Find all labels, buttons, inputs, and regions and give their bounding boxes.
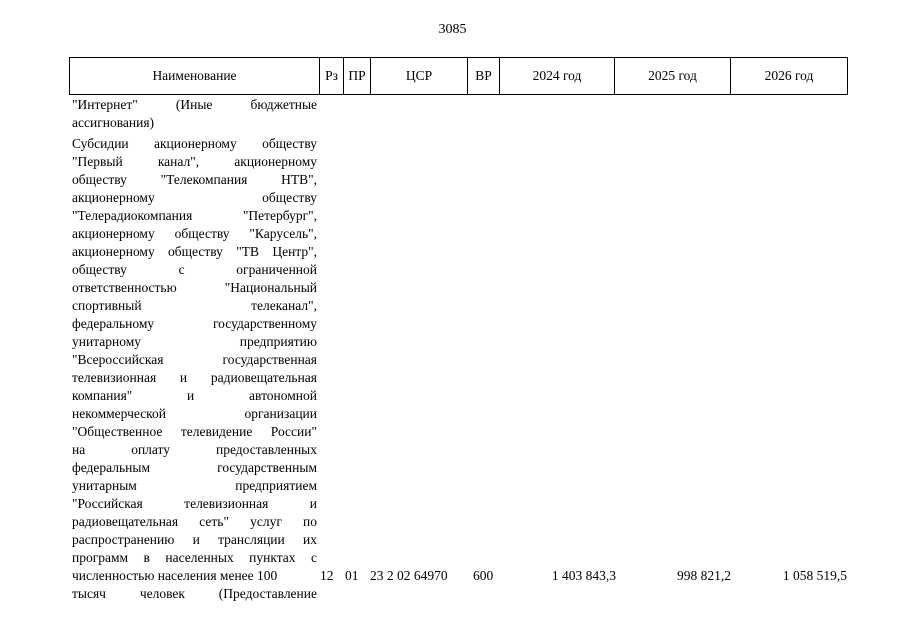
continuation-text: [72, 96, 317, 132]
row-name-line: обществу с ограниченной: [72, 262, 317, 277]
row-name-line: Субсидии акционерному обществу: [72, 136, 317, 151]
row-name-line: компания" и автономной: [72, 388, 317, 403]
row-pr: 01: [345, 568, 359, 583]
row-name-line: телевизионная и радиовещательная: [72, 370, 317, 385]
row-name: [72, 135, 317, 603]
page-number: 3085: [438, 22, 467, 37]
row-name-line: на оплату предоставленных: [72, 442, 317, 457]
continuation-line: ассигнования): [72, 115, 155, 130]
row-name-line: ответственностью "Национальный: [72, 280, 317, 295]
row-name-line: распространению и трансляции их: [72, 532, 317, 547]
row-2024: 1 403 843,3: [551, 568, 616, 583]
header-name: Наименование: [70, 58, 320, 95]
row-name-line: обществу "Телекомпания НТВ",: [72, 172, 317, 187]
row-name-line: некоммерческой организации: [72, 406, 317, 421]
header-2026: 2026 год: [731, 58, 848, 95]
row-name-line: унитарным предприятием: [72, 478, 317, 493]
row-name-line: "Общественное телевидение России": [72, 424, 317, 439]
row-rz: 12: [320, 568, 334, 583]
header-pr: ПР: [344, 58, 371, 95]
row-name-line: федеральным государственным: [72, 460, 317, 475]
header-2025: 2025 год: [615, 58, 731, 95]
header-2024: 2024 год: [500, 58, 615, 95]
row-name-line: "Телерадиокомпания "Петербург",: [72, 208, 317, 223]
row-2026: 1 058 519,5: [782, 568, 847, 583]
table-header: [69, 57, 848, 95]
continuation-line: "Интернет" (Иные бюджетные: [72, 97, 317, 112]
row-name-line: унитарному предприятию: [72, 334, 317, 349]
row-name-line: численностью населения менее 100: [72, 568, 278, 583]
row-name-line: тысяч человек (Предоставление: [72, 586, 317, 601]
row-csr: 23 2 02 64970: [370, 568, 448, 583]
row-name-line: радиовещательная сеть" услуг по: [72, 514, 317, 529]
row-vr: 600: [473, 568, 494, 583]
header-csr: ЦСР: [371, 58, 468, 95]
row-2025: 998 821,2: [677, 568, 731, 583]
row-name-line: "Российская телевизионная и: [72, 496, 317, 511]
header-vr: ВР: [468, 58, 500, 95]
row-name-line: акционерному обществу "Карусель",: [72, 226, 317, 241]
row-name-line: спортивный телеканал",: [72, 298, 317, 313]
row-name-line: акционерному обществу "ТВ Центр",: [72, 244, 317, 259]
header-rz: Рз: [320, 58, 344, 95]
row-name-line: "Первый канал", акционерному: [72, 154, 317, 169]
row-name-line: акционерному обществу: [72, 190, 317, 205]
row-name-line: программ в населенных пунктах с: [72, 550, 317, 565]
row-name-line: федеральному государственному: [72, 316, 317, 331]
row-name-line: "Всероссийская государственная: [72, 352, 317, 367]
